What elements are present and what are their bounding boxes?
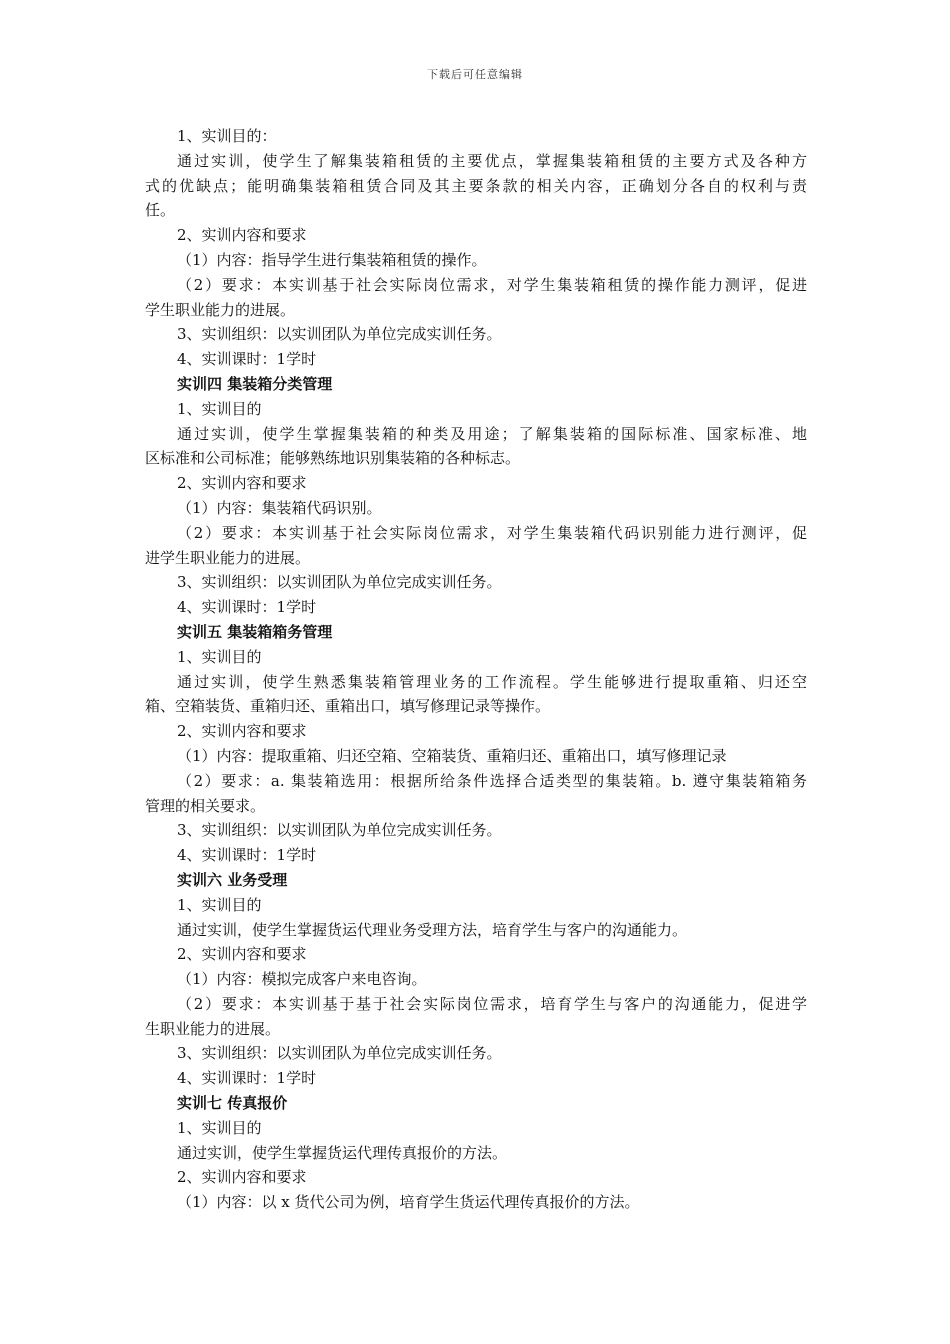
text-line: 4、实训课时：1学时	[177, 598, 317, 617]
text-line: （2）要求：a. 集装箱选用：根据所给条件选择合适类型的集装箱。b. 遵守集装箱箱务	[177, 771, 807, 790]
text-line: 1、实训目的	[177, 1118, 262, 1137]
text-line: （1）内容：提取重箱、归还空箱、空箱装货、重箱归还、重箱出口，填写修理记录	[177, 746, 727, 765]
text-line: 1、实训目的	[177, 895, 262, 914]
text-line: 通过实训，使学生熟悉集装箱管理业务的工作流程。学生能够进行提取重箱、归还空	[177, 672, 807, 691]
text-line: 通过实训，使学生了解集装箱租赁的主要优点，掌握集装箱租赁的主要方式及各种方	[177, 151, 807, 170]
text-line: 通过实训，使学生掌握货运代理传真报价的方法。	[177, 1143, 508, 1162]
text-line: 3、实训组织：以实训团队为单位完成实训任务。	[177, 573, 502, 592]
text-line: （2）要求：本实训基于社会实际岗位需求，对学生集装箱租赁的操作能力测评，促进	[177, 275, 807, 294]
text-line: 2、实训内容和要求	[177, 474, 307, 493]
text-line: 1、实训目的	[177, 647, 262, 666]
text-line: 式的优缺点；能明确集装箱租赁合同及其主要条款的相关内容，正确划分各自的权利与责	[145, 176, 807, 195]
text-line: （1）内容：指导学生进行集装箱租赁的操作。	[177, 250, 487, 269]
text-line: 4、实训课时：1学时	[177, 846, 317, 865]
text-line: 箱、空箱装货、重箱归还、重箱出口，填写修理记录等操作。	[145, 697, 551, 716]
text-line: 生职业能力的进展。	[145, 1019, 281, 1038]
text-line: （2）要求：本实训基于社会实际岗位需求，对学生集装箱代码识别能力进行测评，促	[177, 523, 807, 542]
text-line: （1）内容：集装箱代码识别。	[177, 498, 382, 517]
text-line: 学生职业能力的进展。	[145, 300, 296, 319]
text-line: 1、实训目的	[177, 399, 262, 418]
section-heading: 实训五 集装箱箱务管理	[177, 622, 333, 641]
text-line: 4、实训课时：1学时	[177, 350, 317, 369]
document-body	[145, 124, 807, 1215]
page-header: 下载后可任意编辑	[427, 68, 523, 81]
text-line: 通过实训，使学生掌握货运代理业务受理方法，培育学生与客户的沟通能力。	[177, 920, 688, 939]
text-line: 通过实训，使学生掌握集装箱的种类及用途；了解集装箱的国际标准、国家标准、地	[177, 424, 807, 443]
text-line: 2、实训内容和要求	[177, 226, 307, 245]
text-line: 3、实训组织：以实训团队为单位完成实训任务。	[177, 1044, 502, 1063]
text-line: 进学生职业能力的进展。	[145, 548, 311, 567]
text-line: 1、实训目的：	[177, 127, 277, 145]
text-line: 3、实训组织：以实训团队为单位完成实训任务。	[177, 325, 502, 344]
text-line: 3、实训组织：以实训团队为单位完成实训任务。	[177, 821, 502, 840]
section-heading: 实训六 业务受理	[177, 870, 288, 889]
text-line: （2）要求：本实训基于基于社会实际岗位需求，培育学生与客户的沟通能力，促进学	[177, 994, 807, 1013]
text-line: 2、实训内容和要求	[177, 945, 307, 964]
text-line: 4、实训课时：1学时	[177, 1069, 317, 1088]
text-line: 任。	[145, 201, 176, 220]
section-heading: 实训七 传真报价	[177, 1094, 288, 1113]
text-line: 2、实训内容和要求	[177, 1168, 307, 1187]
text-line: 区标准和公司标准；能够熟练地识别集装箱的各种标志。	[145, 449, 521, 468]
text-line: 2、实训内容和要求	[177, 722, 307, 741]
text-line: （1）内容：模拟完成客户来电咨询。	[177, 970, 427, 989]
text-line: 管理的相关要求。	[145, 796, 266, 815]
section-heading: 实训四 集装箱分类管理	[177, 374, 333, 393]
text-line: （1）内容：以 x 货代公司为例，培育学生货运代理传真报价的方法。	[177, 1193, 640, 1212]
